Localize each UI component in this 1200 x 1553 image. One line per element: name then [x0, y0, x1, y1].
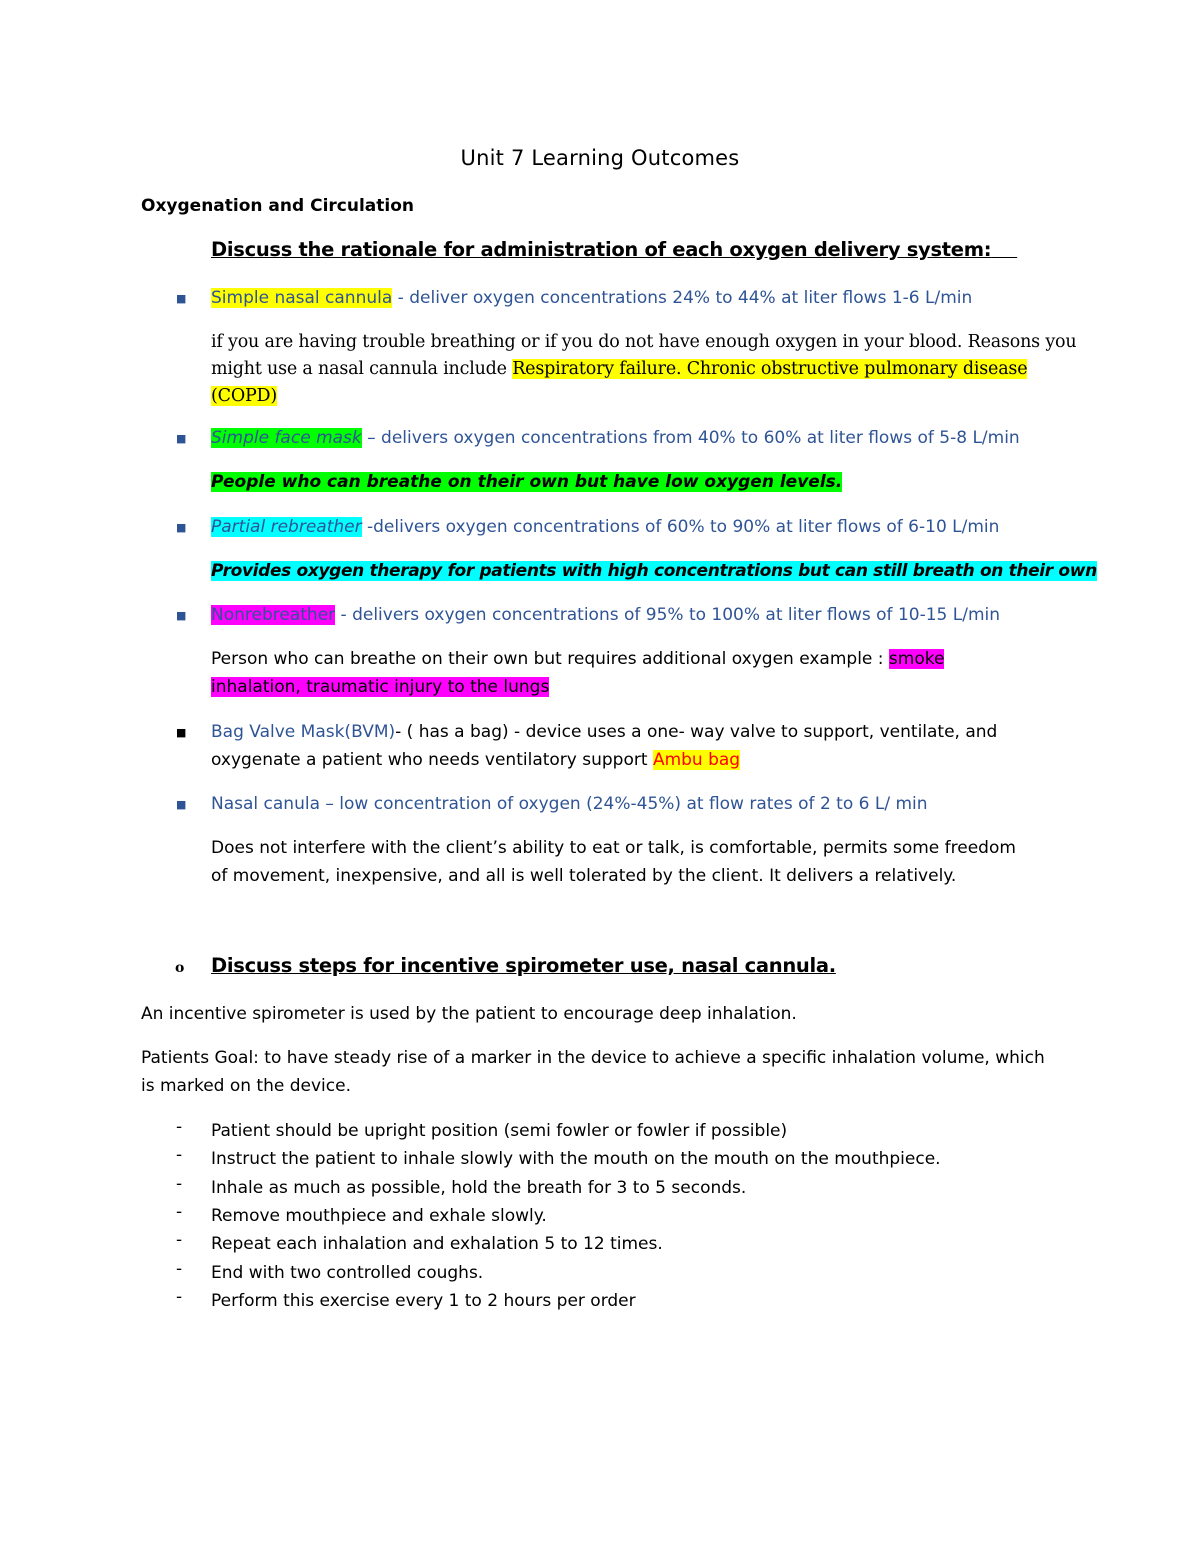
simple-nasal-note-text: if you are having trouble breathing or if you do not have enough oxygen in your blood. Reasons you might use a nasal cannula include — [211, 332, 1077, 379]
nonrebreather-desc: - delivers oxygen concentrations of 95% to 100% at liter flows of 10-15 L/min — [335, 605, 1000, 625]
partial-note — [211, 557, 1111, 585]
partial-label: Partial rebreather — [211, 517, 362, 537]
nonrebreather-label: Nonrebreather — [211, 605, 336, 625]
list-item-nasal-canula: Nasal canula – low concentration of oxygen (24%-45%) at flow rates of 2 to 6 L/ min — [211, 794, 928, 814]
face-mask-note-text: People who can breathe on their own but have low oxygen levels. — [211, 472, 843, 492]
dash-bullet-icon: - — [176, 1201, 183, 1222]
spirometer-step: Repeat each inhalation and exhalation 5 to 12 times. — [211, 1234, 663, 1255]
spirometer-step: Perform this exercise every 1 to 2 hours per order — [211, 1290, 636, 1311]
face-mask-label: Simple face mask — [211, 428, 362, 448]
page-title: Unit 7 Learning Outcomes — [460, 146, 740, 170]
dash-bullet-icon: - — [176, 1230, 183, 1251]
list-item-bvm — [211, 718, 1081, 774]
list-item-nonrebreather — [211, 601, 1081, 629]
spirometer-step: Patient should be upright position (semi fowler or fowler if possible) — [211, 1121, 788, 1141]
section-heading: Oxygenation and Circulation — [141, 196, 414, 216]
nonrebreather-note — [211, 645, 1081, 701]
square-bullet-icon: ■ — [176, 521, 187, 534]
patients-goal-line1: Patients Goal: to have steady rise of a marker in the device to achieve a specific inhalation volume, which — [141, 1048, 1045, 1068]
face-mask-desc: – delivers oxygen concentrations from 40% to 60% at liter flows of 5-8 L/min — [361, 428, 1020, 448]
bvm-desc-line1: - ( has a bag) - device uses a one- way valve to support, ventilate, and — [395, 722, 998, 742]
nasal-canula-note — [211, 834, 1081, 890]
square-bullet-icon: ■ — [176, 609, 187, 622]
nasal-canula-note-line1: Does not interfere with the client’s ability to eat or talk, is comfortable, permits some freedom — [211, 838, 1016, 858]
nonrebreather-note-highlight-2: inhalation, traumatic injury to the lungs — [211, 677, 550, 697]
spirometer-step: Remove mouthpiece and exhale slowly. — [211, 1205, 547, 1226]
square-bullet-icon: ■ — [176, 432, 187, 445]
spirometer-intro: An incentive spirometer is used by the patient to encourage deep inhalation. — [141, 1004, 797, 1024]
circle-bullet-icon: o — [175, 960, 185, 976]
nonrebreather-note-highlight-1: smoke — [888, 649, 945, 669]
partial-note-text: Provides oxygen therapy for patients with high concentrations but can still breath on their own — [211, 561, 1097, 581]
spirometer-heading: Discuss steps for incentive spirometer use, nasal cannula. — [211, 954, 836, 977]
simple-nasal-desc: - deliver oxygen concentrations 24% to 44% at liter flows 1-6 L/min — [392, 288, 973, 308]
simple-nasal-note-highlight: Respiratory failure. Chronic obstructive pulmonary disease (COPD) — [211, 359, 1028, 406]
partial-desc: -delivers oxygen concentrations of 60% to 90% at liter flows of 6-10 L/min — [361, 517, 1000, 537]
list-item-partial — [211, 513, 1081, 541]
list-item-face-mask — [211, 424, 1081, 452]
dash-bullet-icon: - — [176, 1117, 183, 1137]
simple-nasal-note — [211, 329, 1081, 410]
nonrebreather-note-text: Person who can breathe on their own but requires additional oxygen example : — [211, 649, 889, 669]
patients-goal — [141, 1044, 1081, 1100]
dash-bullet-icon: - — [176, 1145, 183, 1166]
square-bullet-icon: ■ — [176, 726, 187, 739]
simple-nasal-label: Simple nasal cannula — [211, 288, 393, 308]
bvm-label: Bag Valve Mask(BVM) — [211, 722, 396, 742]
square-bullet-icon: ■ — [176, 798, 187, 811]
ambu-bag-highlight: Ambu bag — [652, 750, 741, 770]
spirometer-step: Inhale as much as possible, hold the breath for 3 to 5 seconds. — [211, 1177, 747, 1198]
patients-goal-line2: is marked on the device. — [141, 1076, 351, 1096]
dash-bullet-icon: - — [176, 1173, 183, 1194]
square-bullet-icon: ■ — [176, 292, 187, 305]
face-mask-note — [211, 468, 1081, 496]
list-item-simple-nasal — [211, 284, 1081, 312]
bvm-desc-line2: oxygenate a patient who needs ventilatory support — [211, 750, 653, 770]
discuss-heading: Discuss the rationale for administration of each oxygen delivery system: — [211, 238, 992, 261]
dash-bullet-icon: - — [176, 1258, 183, 1279]
spirometer-step: Instruct the patient to inhale slowly with the mouth on the mouth on the mouthpiece. — [211, 1149, 941, 1170]
dash-bullet-icon: - — [176, 1286, 183, 1307]
nasal-canula-note-line2: of movement, inexpensive, and all is well tolerated by the client. It delivers a relatively. — [211, 866, 957, 886]
spirometer-step: End with two controlled coughs. — [211, 1262, 484, 1283]
